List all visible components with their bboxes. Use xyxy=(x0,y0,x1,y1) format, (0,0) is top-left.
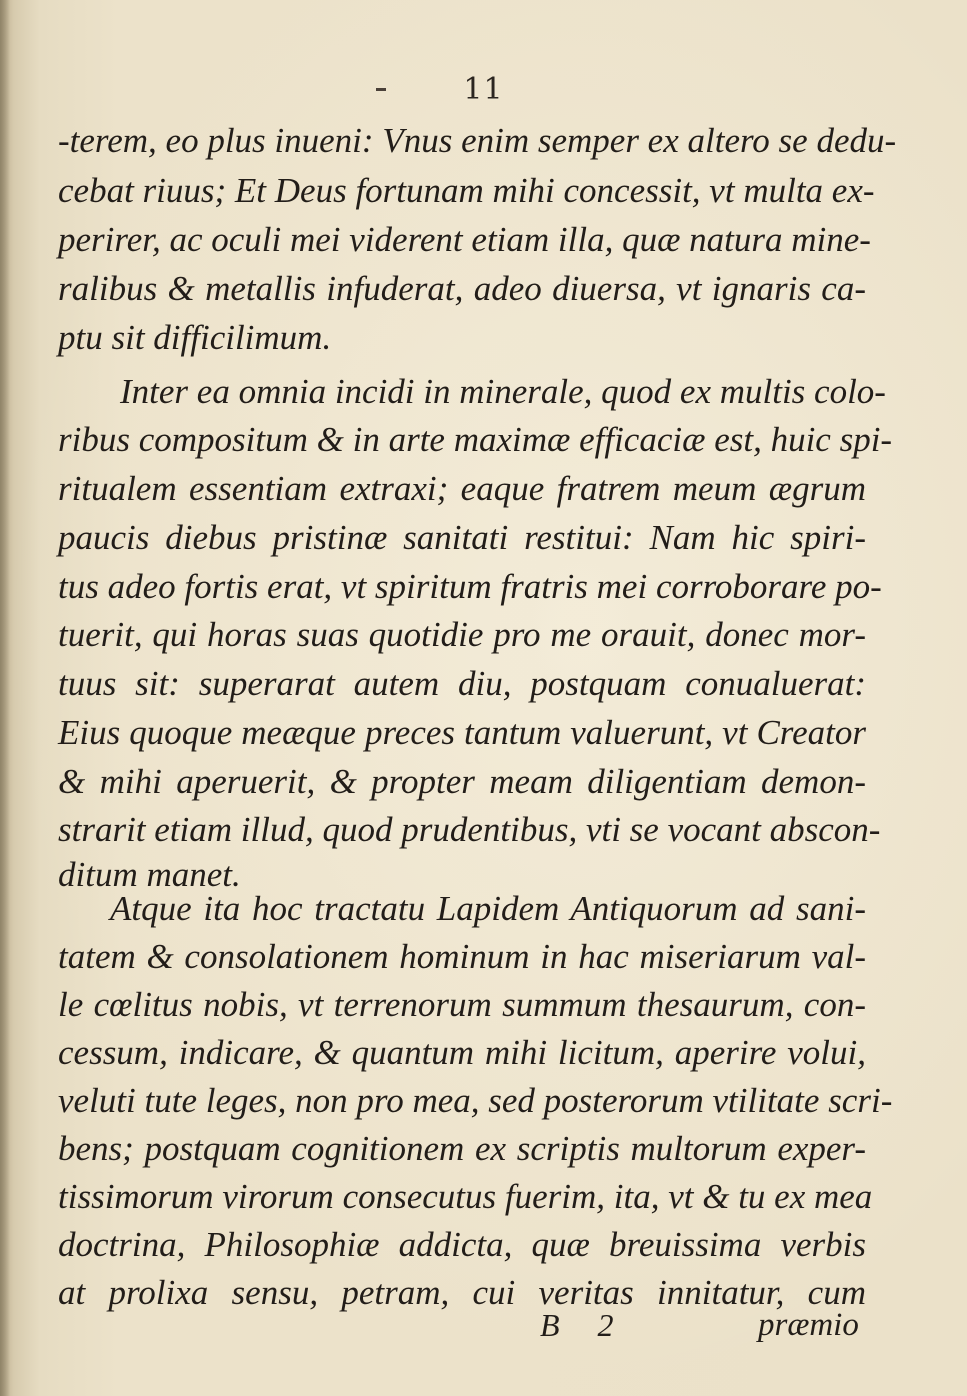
text-line: ritualem essentiam extraxi; eaque fratrem meum ægrum xyxy=(58,469,866,508)
page-number: 11 xyxy=(463,72,504,107)
text-line: ptu sit difficilimum. xyxy=(58,318,332,357)
catchword: præmio xyxy=(758,1307,859,1343)
signature-mark: B 2 xyxy=(540,1307,614,1343)
text-line: Inter ea omnia incidi in minerale, quod ex multis colo- xyxy=(120,372,886,411)
text-line: Atque ita hoc tractatu Lapidem Antiquorum ad sani- xyxy=(110,889,866,928)
text-line: strarit etiam illud, quod prudentibus, vti se vocant abscon- xyxy=(58,810,881,849)
text-line: tus adeo fortis erat, vt spiritum fratris mei corroborare po- xyxy=(58,567,882,606)
text-line: tissimorum virorum consecutus fuerim, ita, vt & tu ex mea xyxy=(58,1177,873,1216)
text-line: cessum, indicare, & quantum mihi licitum, aperire volui, xyxy=(58,1033,866,1072)
text-line: ralibus & metallis infuderat, adeo diuersa, vt ignaris ca- xyxy=(58,269,866,308)
text-line: tuerit, qui horas suas quotidie pro me orauit, donec mor- xyxy=(58,615,866,654)
text-line: veluti tute leges, non pro mea, sed posterorum vtilitate scri- xyxy=(58,1081,893,1120)
text-line: ditum manet. xyxy=(58,855,241,894)
text-line: -terem, eo plus inueni: Vnus enim semper ex altero se dedu- xyxy=(58,121,897,160)
text-line: tuus sit: superarat autem diu, postquam conualuerat: xyxy=(58,664,866,703)
text-line: le cœlitus nobis, vt terrenorum summum thesaurum, con- xyxy=(58,985,866,1024)
text-line: cebat riuus; Et Deus fortunam mihi concessit, vt multa ex- xyxy=(58,171,875,210)
text-line: paucis diebus pristinæ sanitati restitui: Nam hic spiri- xyxy=(58,518,866,557)
text-line: & mihi aperuerit, & propter meam diligentiam demon- xyxy=(58,762,866,801)
text-line: tatem & consolationem hominum in hac miseriarum val- xyxy=(58,937,866,976)
text-line: bens; postquam cognitionem ex scriptis multorum exper- xyxy=(58,1129,866,1168)
text-line: perirer, ac oculi mei viderent etiam illa, quæ natura mine- xyxy=(58,220,871,259)
text-line: doctrina, Philosophiæ addicta, quæ breuissima verbis xyxy=(58,1225,866,1264)
text-line: at prolixa sensu, petram, cui veritas innitatur, cum xyxy=(58,1273,866,1312)
text-line: ribus compositum & in arte maximæ efficaciæ est, huic spi- xyxy=(58,420,893,459)
text-line: Eius quoque meæque preces tantum valuerunt, vt Creator xyxy=(58,713,866,752)
